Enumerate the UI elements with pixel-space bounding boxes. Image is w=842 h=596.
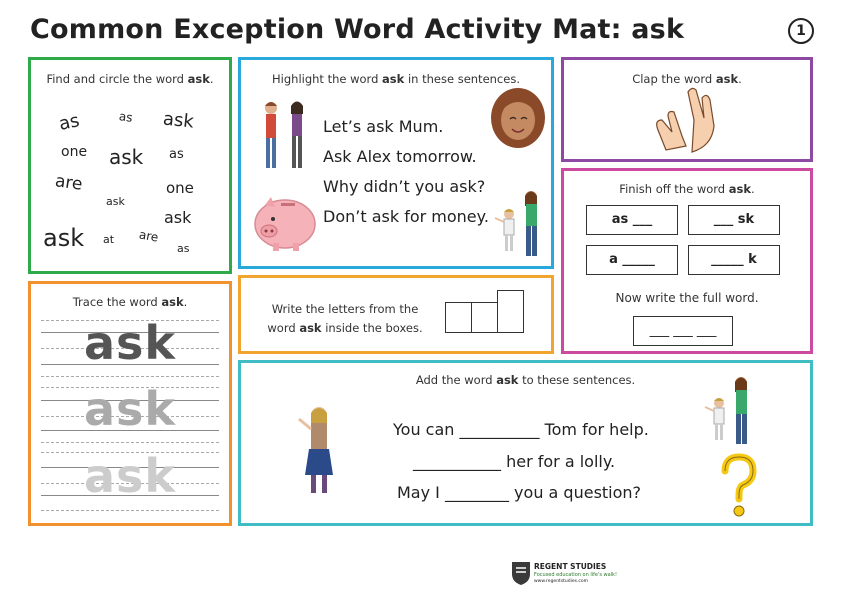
scatter-word[interactable]: are xyxy=(53,171,84,195)
clap-prompt-word: ask xyxy=(715,72,739,86)
letter-box[interactable] xyxy=(471,302,498,333)
clap-panel xyxy=(561,57,813,162)
highlight-prompt-word: ask xyxy=(382,72,405,86)
trace-prompt xyxy=(31,295,229,309)
write-prompt-line2 xyxy=(255,319,435,338)
two-girls-illustration xyxy=(257,98,317,178)
scatter-word[interactable]: ask xyxy=(161,108,195,133)
highlight-prompt-text: Highlight the word xyxy=(272,72,383,86)
write-prompt-text: word xyxy=(267,321,300,335)
find-prompt-end: . xyxy=(209,72,214,86)
mother-child-illustration xyxy=(699,373,759,449)
find-circle-panel xyxy=(28,57,232,274)
scatter-word[interactable]: are xyxy=(137,227,160,245)
trace-word[interactable]: ask xyxy=(83,316,176,370)
finish-prompt-end: . xyxy=(751,182,755,196)
finish-box[interactable]: as ___ xyxy=(586,205,678,235)
piggy-bank-icon xyxy=(251,193,319,253)
scatter-word[interactable]: as xyxy=(177,242,190,255)
clapping-hands-icon xyxy=(652,86,722,156)
mother-child-illustration xyxy=(493,188,549,260)
scatter-word[interactable]: one xyxy=(166,179,194,197)
finish-box[interactable]: _____ k xyxy=(688,245,780,275)
letter-box[interactable] xyxy=(497,290,524,333)
page-number: 1 xyxy=(788,18,814,44)
finish-box[interactable]: ___ sk xyxy=(688,205,780,235)
highlight-sentence[interactable]: Why didn’t you ask? xyxy=(323,177,486,196)
scatter-word[interactable]: ask xyxy=(43,224,85,252)
finish-word-panel xyxy=(561,168,813,354)
finish-prompt-word: ask xyxy=(728,182,752,196)
clap-prompt-end: . xyxy=(738,72,742,86)
trace-word[interactable]: ask xyxy=(83,382,176,436)
write-letters-prompt xyxy=(255,300,435,338)
trace-panel xyxy=(28,281,232,526)
add-prompt-text: Add the word xyxy=(415,373,497,387)
full-word-box[interactable]: ___ ___ ___ xyxy=(633,316,733,346)
add-sentence[interactable]: ___________ her for a lolly. xyxy=(413,452,616,471)
highlight-sentence[interactable]: Don’t ask for money. xyxy=(323,207,489,226)
guide-line xyxy=(41,376,219,377)
write-prompt-word: ask xyxy=(299,321,322,335)
trace-prompt-word: ask xyxy=(161,295,184,309)
scatter-word[interactable]: ask xyxy=(106,195,125,208)
logo-name: REGENT STUDIES xyxy=(534,562,607,571)
logo-url: www.regentstudies.com xyxy=(534,579,589,584)
scatter-word[interactable]: one xyxy=(61,144,88,160)
scatter-word[interactable]: ask xyxy=(164,208,192,227)
scatter-word[interactable]: at xyxy=(103,233,115,246)
add-prompt-end: to these sentences. xyxy=(518,373,636,387)
trace-prompt-end: . xyxy=(183,295,188,309)
highlight-prompt-end: in these sentences. xyxy=(404,72,520,86)
scatter-word[interactable]: as xyxy=(118,109,134,125)
full-word-prompt: Now write the full word. xyxy=(615,291,759,305)
guide-line xyxy=(41,442,219,443)
crest-icon xyxy=(510,560,532,586)
write-letters-panel xyxy=(238,275,554,354)
add-word-panel xyxy=(238,360,813,526)
find-prompt-text: Find and circle the word xyxy=(46,72,188,86)
trace-prompt-text: Trace the word xyxy=(72,295,162,309)
page-title: Common Exception Word Activity Mat: ask xyxy=(30,14,685,45)
highlight-panel xyxy=(238,57,554,269)
add-prompt-word: ask xyxy=(496,373,519,387)
clap-prompt xyxy=(564,72,810,86)
guide-line xyxy=(41,510,219,511)
logo-tagline: Focused education on life's walk! xyxy=(534,572,617,578)
highlight-prompt xyxy=(241,72,551,86)
highlight-sentence[interactable]: Let’s ask Mum. xyxy=(323,117,444,136)
finish-box[interactable]: a _____ xyxy=(586,245,678,275)
scatter-word[interactable]: ask xyxy=(109,145,144,169)
find-circle-prompt xyxy=(31,72,229,86)
clap-prompt-text: Clap the word xyxy=(632,72,716,86)
question-mark-icon xyxy=(719,453,759,521)
add-sentence[interactable]: You can __________ Tom for help. xyxy=(393,420,649,439)
find-prompt-word: ask xyxy=(187,72,210,86)
write-prompt-line1: Write the letters from the xyxy=(271,302,419,316)
letter-box[interactable] xyxy=(445,302,472,333)
trace-word[interactable]: ask xyxy=(83,449,176,503)
scatter-word[interactable]: as xyxy=(57,110,82,135)
girl-face-illustration xyxy=(488,88,548,150)
add-sentence[interactable]: May I ________ you a question? xyxy=(397,483,642,502)
write-prompt-end: inside the boxes. xyxy=(321,321,423,335)
finish-prompt-text: Finish off the word xyxy=(619,182,729,196)
scatter-word[interactable]: as xyxy=(169,147,184,162)
highlight-sentence[interactable]: Ask Alex tomorrow. xyxy=(323,147,477,166)
girl-pointing-illustration xyxy=(295,401,345,501)
finish-prompt xyxy=(564,182,810,196)
